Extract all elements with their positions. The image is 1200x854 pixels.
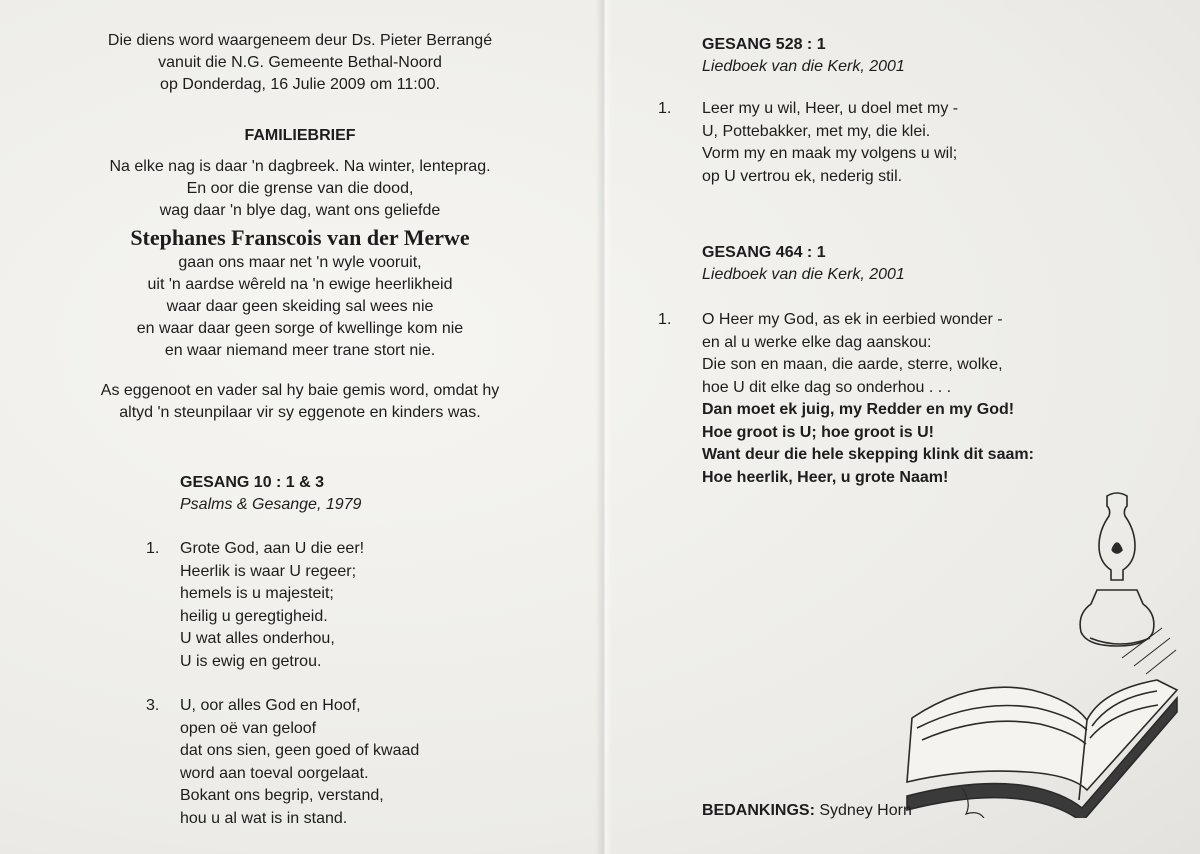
verse-line: heilig u geregtigheid. (180, 607, 328, 625)
verse-line: Bokant ons begrip, verstand, (180, 787, 384, 804)
intro-line: Die diens word waargeneem deur Ds. Pieter Berrangé (107, 32, 493, 49)
verse-line: en al u werke elke dag aanskou: (702, 333, 932, 351)
hymn-10-verse-3 (146, 695, 420, 830)
verse-line: open oë van geloof (180, 719, 317, 737)
page-fold (596, 0, 612, 854)
poem-line: en waar daar geen sorge of kwellinge kom nie (136, 320, 464, 337)
poem-line: wag daar 'n blye dag, want ons geliefde (159, 202, 441, 219)
family-letter-title: FAMILIEBRIEF (244, 127, 356, 144)
right-page (612, 0, 1200, 854)
poem-line: Na elke nag is daar 'n dagbreek. Na winter, lenteprag. (109, 158, 491, 175)
verse-refrain-line: Want deur die hele skepping klink dit saam: (702, 446, 1034, 463)
closing-line: As eggenoot en vader sal hy baie gemis word, omdat hy (100, 382, 500, 399)
thanks-name: Sydney Horn (819, 802, 912, 819)
verse-line: O Heer my God, as ek in eerbied wonder - (702, 311, 1003, 328)
verse-line: hou u al wat is in stand. (180, 809, 348, 827)
verse-line: U is ewig en getrou. (180, 652, 322, 670)
hymn-10-verse-1 (146, 538, 365, 673)
hymn-source: Liedboek van die Kerk, 2001 (702, 266, 905, 283)
closing-remark (50, 380, 550, 424)
verse-number: 3. (146, 697, 160, 714)
intro-line: op Donderdag, 16 Julie 2009 om 11:00. (160, 76, 440, 93)
verse-number: 1. (146, 540, 160, 557)
verse-line: U, oor alles God en Hoof, (180, 697, 361, 714)
left-page (0, 0, 596, 854)
deceased-name: Stephanes Franscois van der Merwe (130, 225, 470, 250)
verse-line: hoe U dit elke dag so onderhou . . . (702, 378, 952, 396)
oil-lamp-and-open-bible-icon (902, 488, 1192, 818)
verse-refrain-line: Dan moet ek juig, my Redder en my God! (702, 401, 1015, 418)
thanks-label: BEDANKINGS: (702, 802, 815, 819)
poem-line: uit 'n aardse wêreld na 'n ewige heerlikheid (147, 276, 453, 293)
hymn-528-verse-1 (658, 98, 959, 188)
hymn-title: GESANG 464 : 1 (702, 244, 826, 261)
verse-refrain-line: Hoe heerlik, Heer, u grote Naam! (702, 468, 949, 486)
verse-line: Grote God, aan U die eer! (180, 540, 365, 557)
verse-number: 1. (658, 100, 672, 117)
verse-line: Leer my u wil, Heer, u doel met my - (702, 100, 959, 117)
verse-line: Die son en maan, die aarde, sterre, wolke, (702, 356, 1003, 373)
verse-refrain-line: Hoe groot is U; hoe groot is U! (702, 423, 934, 441)
verse-number: 1. (658, 311, 672, 328)
verse-line: op U vertrou ek, nederig stil. (702, 167, 903, 185)
family-letter-poem (60, 156, 540, 362)
hymn-528-heading (702, 34, 905, 78)
verse-line: Vorm my en maak my volgens u wil; (702, 145, 958, 162)
hymn-source: Liedboek van die Kerk, 2001 (702, 58, 905, 75)
verse-line: word aan toeval oorgelaat. (180, 764, 369, 782)
verse-line: U wat alles onderhou, (180, 630, 335, 647)
verse-line: dat ons sien, geen goed of kwaad (180, 742, 420, 759)
closing-line: altyd 'n steunpilaar vir sy eggenote en kinders was. (119, 404, 481, 421)
service-intro (60, 30, 540, 96)
acknowledgements (702, 800, 912, 822)
hymn-title: GESANG 10 : 1 & 3 (180, 474, 325, 491)
verse-line: hemels is u majesteit; (180, 585, 334, 602)
hymn-source: Psalms & Gesange, 1979 (180, 496, 362, 513)
verse-line: U, Pottebakker, met my, die klei. (702, 122, 931, 140)
poem-line: waar daar geen skeiding sal wees nie (166, 298, 434, 315)
poem-line: gaan ons maar net 'n wyle vooruit, (178, 254, 422, 271)
hymn-title: GESANG 528 : 1 (702, 36, 826, 53)
hymn-464-heading (702, 242, 905, 286)
poem-line: En oor die grense van die dood, (186, 180, 414, 197)
poem-line: en waar niemand meer trane stort nie. (164, 342, 436, 359)
hymn-10-heading (180, 472, 361, 516)
verse-line: Heerlik is waar U regeer; (180, 562, 357, 580)
hymn-464-verse-1 (658, 309, 1034, 489)
intro-line: vanuit die N.G. Gemeente Bethal-Noord (158, 54, 442, 71)
